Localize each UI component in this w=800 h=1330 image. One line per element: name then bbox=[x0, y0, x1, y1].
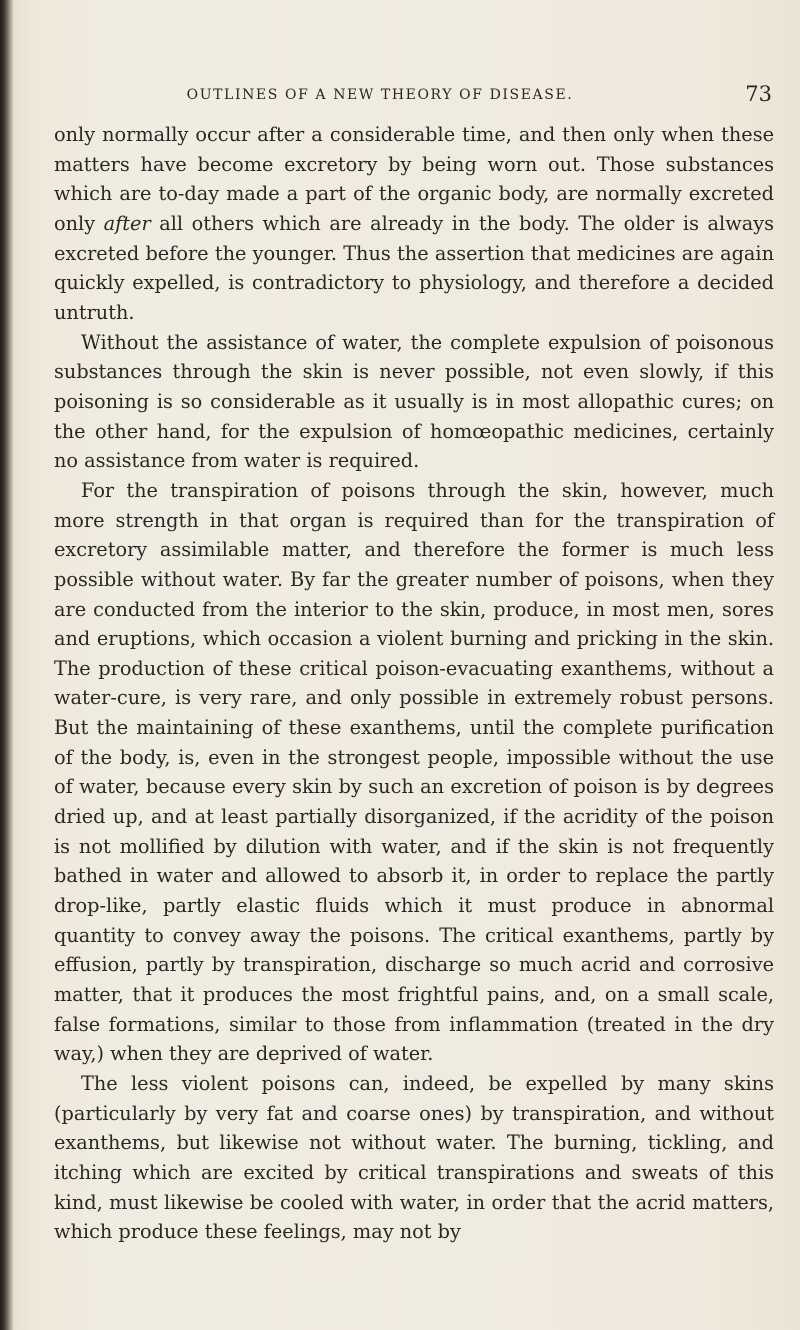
paragraph-1 bbox=[54, 120, 774, 328]
paragraph-1-text-a: only normally occur after a considerable time, and then only when these matters have become excretory by being worn out. Those substances which are to-day made a part of the organic body, are normally excreted only bbox=[54, 123, 774, 235]
book-spine-shadow bbox=[0, 0, 14, 1330]
paragraph-4: The less violent poisons can, indeed, be expelled by many skins (particularly by very fat and coarse ones) by transpiration, and without exanthems, but likewise not without water. The burning, tickling, and itching which are excited by critical transpirations and sweats of this kind, must likewise be cooled with water, in order that the acrid matters, which produce these feelings, may not by bbox=[54, 1072, 774, 1244]
paragraph-3: For the transpiration of poisons through the skin, however, much more strength in that organ is required than for the transpiration of excretory assimilable matter, and therefore the former is much less possible without water. By far the greater number of poisons, when they are conducted from the interior to the skin, produce, in most men, sores and eruptions, which occasion a violent burning and pricking in the skin. The production of these critical poison-evacuating exanthems, without a water-cure, is very rare, and only possible in extremely robust persons. But the maintaining of these exanthems, until the complete purification of the body, is, even in the strongest people, impossible without the use of water, because every skin by such an excretion of poison is by degrees dried up, and at least partially disorganized, if the acridity of the poison is not mollified by dilution with water, and if the skin is not frequently bathed in water and allowed to absorb it, in order to replace the partly drop-like, partly elastic fluids which it must produce in abnormal quantity to convey away the poisons. The critical exanthems, partly by effusion, partly by transpiration, discharge so much acrid and corrosive matter, that it produces the most frightful pains, and, on a small scale, false formations, similar to those from inflammation (treated in the dry way,) when they are deprived of water. bbox=[54, 478, 774, 1066]
emphasis-after: after bbox=[103, 211, 151, 235]
page-number: 73 bbox=[745, 82, 772, 106]
running-title: OUTLINES OF A NEW THEORY OF DISEASE. bbox=[186, 87, 574, 103]
paragraph-2: Without the assistance of water, the complete expulsion of poisonous substances through the skin is never possible, not even slowly, if this poisoning is so considerable as it usually is in most allopathic cures; on the other hand, for the expulsion of homœopathic medicines, certainly no assistance from water is required. bbox=[54, 330, 774, 473]
running-head bbox=[60, 82, 772, 112]
paragraph-1-text-b: all others which are already in the body. The older is always excreted before the younger. Thus the assertion that medicines are again quickly expelled, is contradictory to physiology, and therefore a decided untruth. bbox=[54, 211, 775, 324]
body-text bbox=[54, 120, 774, 1247]
